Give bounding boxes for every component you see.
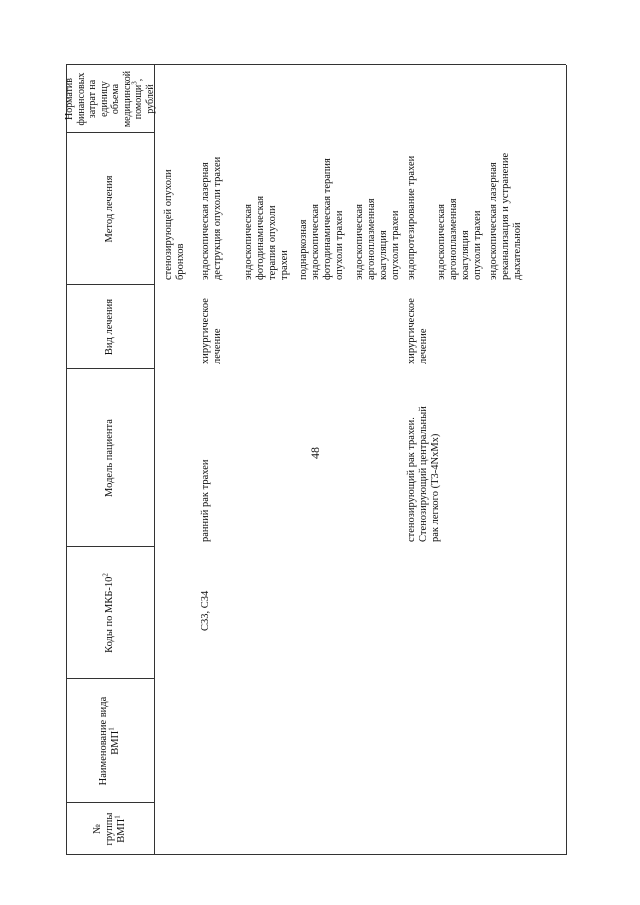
method-cell: эндоскопическая фотодинамическая терапия опухоли трахеи	[243, 195, 290, 280]
method-cell: эндоскопическая аргоноплазменная коагуляция опухоли трахеи	[436, 198, 483, 280]
method-cell: эндопротезирование трахеи	[406, 155, 417, 280]
header-treatment-type: Вид лечения	[104, 298, 115, 356]
table-bottom-border	[566, 65, 567, 855]
rotated-page-content	[66, 65, 566, 855]
header-bottom-border	[154, 65, 155, 855]
vmp-table	[66, 65, 566, 855]
header-cost-norm: Норматив финансовых затрат на единицу объема медицинской помощи$^3$, рублей	[64, 70, 156, 128]
header-icd-codes: Коды по МКБ-$10^2$	[101, 573, 115, 653]
header-group-number: № группы ВМП$^1$	[92, 812, 127, 846]
icd-codes-cell: C33, C34	[200, 590, 211, 631]
header-vmp-name: Наименование вида ВМП$^1$	[98, 696, 121, 786]
treatment-type-cell: хирургическое лечение	[200, 298, 223, 364]
method-cell: эндоскопическая лазерная реканализация и устранение дыхательной	[488, 152, 523, 280]
patient-model-cell: ранний рак трахеи	[200, 459, 211, 542]
header-patient-model: Модель пациента	[104, 419, 115, 497]
method-cell: эндоскопическая аргоноплазменная коагуляция опухоли трахеи	[354, 198, 401, 280]
method-cell: поднаркозная эндоскопическая фотодинамическая терапия опухоли трахеи	[298, 158, 345, 280]
treatment-type-cell: хирургическое лечение	[406, 298, 429, 364]
header-treatment-method: Метод лечения	[104, 175, 115, 243]
method-cell: эндоскопическая лазерная деструкция опухоли трахеи	[200, 156, 223, 280]
method-continuation: стенозирующей опухоли бронхов	[163, 169, 186, 280]
patient-model-cell: стенозирующий рак трахеи. Стенозирующий центральный рак легкого (T3-4NxMx)	[406, 406, 441, 542]
page-number: 48	[308, 447, 322, 459]
